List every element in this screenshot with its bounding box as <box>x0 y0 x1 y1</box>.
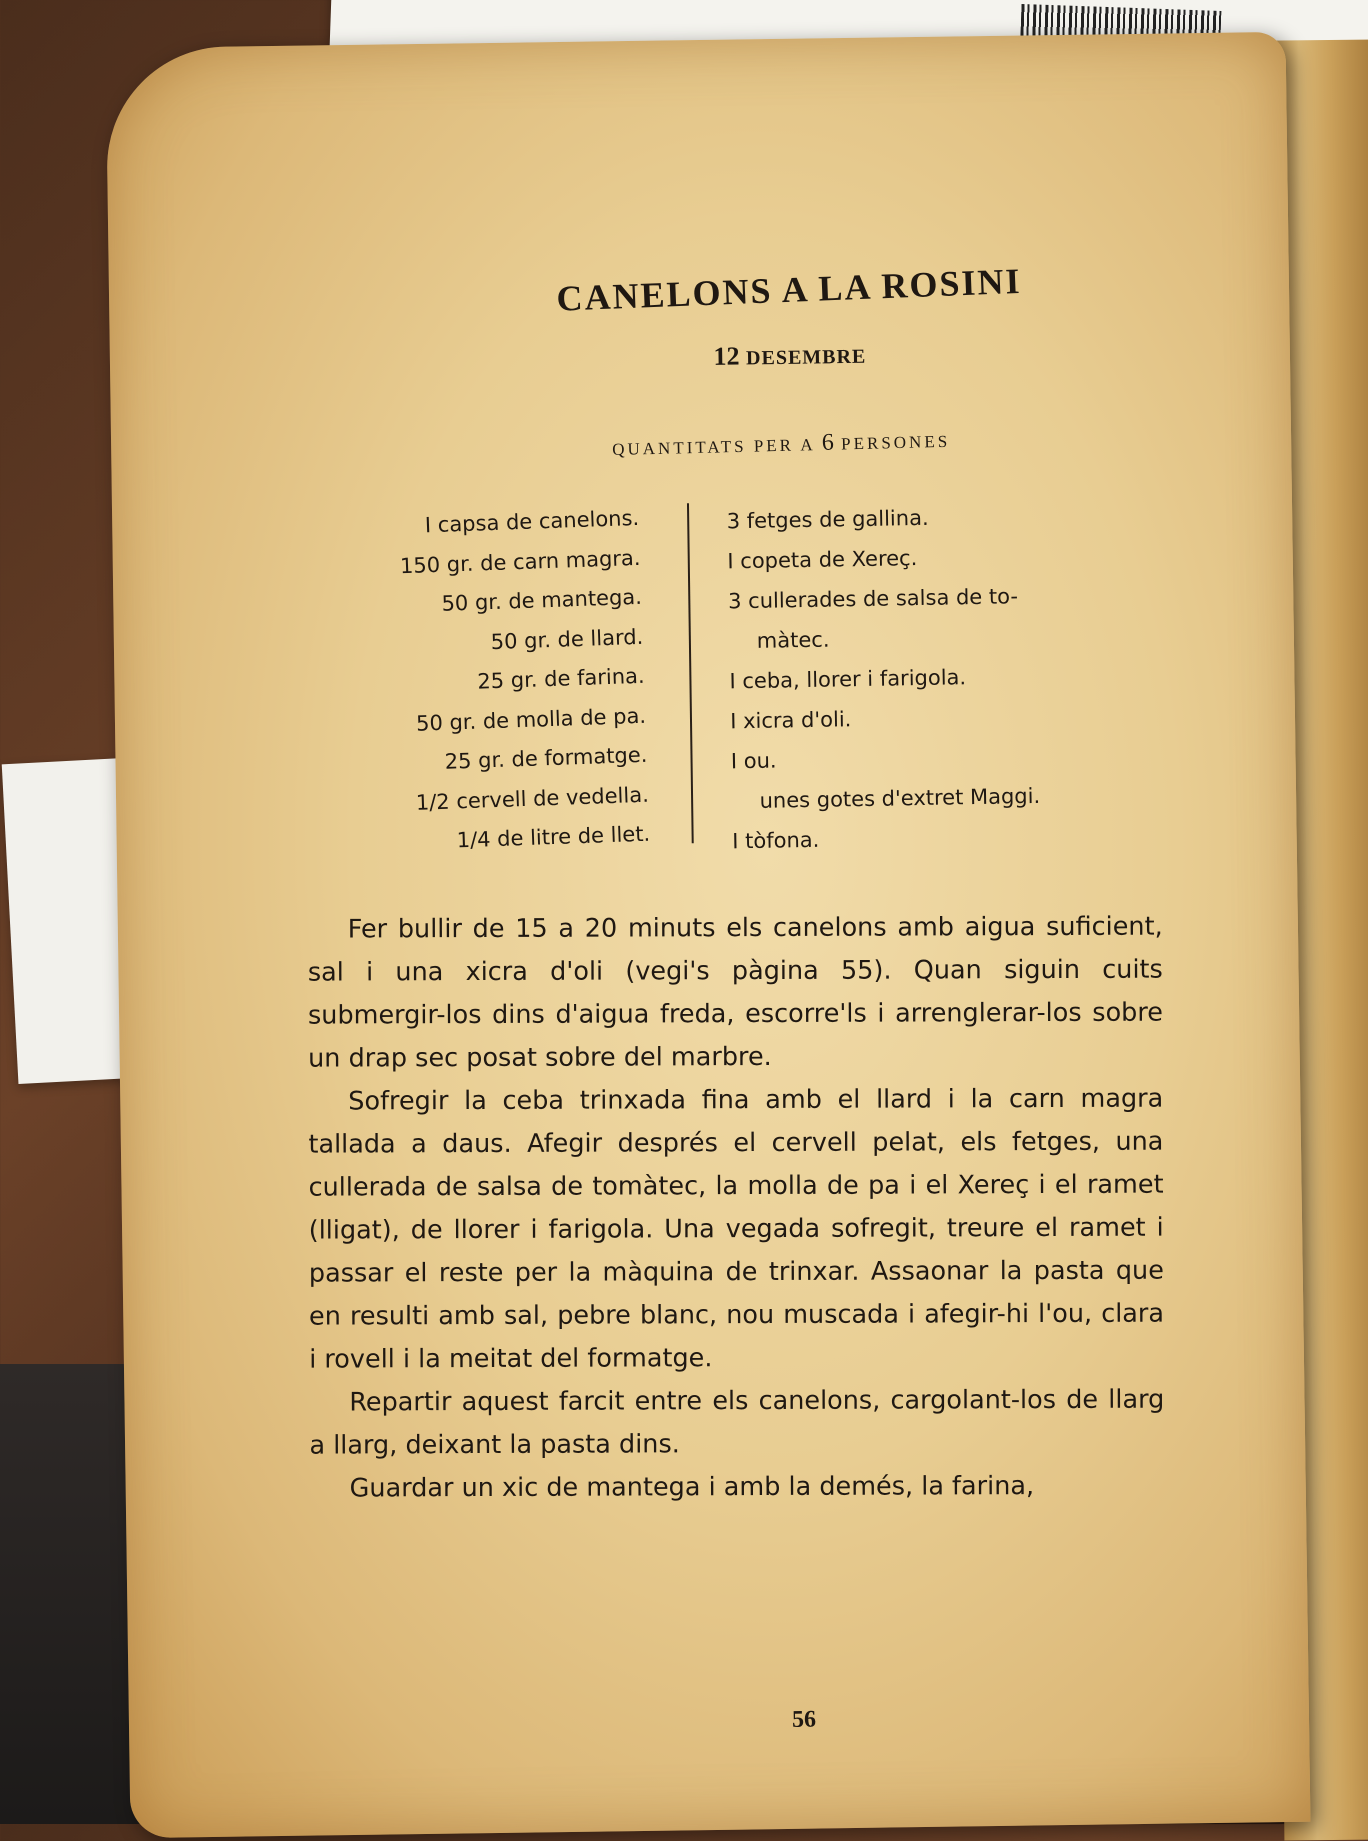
ingredients-list <box>302 493 1277 854</box>
ingredients-right-column <box>688 494 1152 854</box>
servings-prefix: QUANTITATS PER A <box>611 435 815 460</box>
ingredient-item: 50 gr. de molla de pa. <box>415 703 647 736</box>
date-day: 12 <box>713 341 740 371</box>
ingredient-item-continuation: màtec. <box>756 627 830 653</box>
recipe-title: CANELONS A LA ROSINI <box>555 260 1023 319</box>
ingredient-item: 3 cullerades de salsa de to- <box>727 584 1019 614</box>
ingredient-item: I tòfona. <box>732 827 820 854</box>
recipe-instructions <box>308 906 1165 1511</box>
ingredient-item: I capsa de canelons. <box>424 505 640 538</box>
page-number: 56 <box>791 1706 817 1733</box>
book-page <box>106 32 1311 1838</box>
ingredient-item: unes gotes d'extret Maggi. <box>759 783 1041 813</box>
ingredient-item: I copeta de Xereç. <box>727 546 918 574</box>
servings-number: 6 <box>821 429 835 456</box>
ingredient-item: I ou. <box>730 748 777 774</box>
ingredient-item: I xicra d'oli. <box>730 707 852 734</box>
ingredient-item: 25 gr. de farina. <box>476 663 646 694</box>
instruction-paragraph: Guardar un xic de mantega i amb la demés, la farina, <box>349 1471 1035 1504</box>
servings-line <box>431 422 1131 466</box>
ingredient-item: 1/2 cervell de vedella. <box>415 782 650 815</box>
page-content <box>299 260 1286 1733</box>
ingredient-item: 50 gr. de mantega. <box>441 584 643 616</box>
ingredient-item: 1/4 de litre de llet. <box>456 821 651 853</box>
ingredient-item: 3 fetges de gallina. <box>726 505 929 534</box>
ingredient-item: 150 gr. de carn magra. <box>399 545 641 578</box>
ingredient-item: 50 gr. de llard. <box>490 624 644 654</box>
ingredient-item: 25 gr. de formatge. <box>444 742 648 774</box>
servings-suffix: PERSONES <box>840 431 951 454</box>
instruction-paragraph: Repartir aquest farcit entre els canelons, cargolant-los de llarg a llarg, deixant la pasta dins. <box>309 1384 1165 1461</box>
ingredients-left-column <box>299 497 695 853</box>
instruction-paragraph: Fer bullir de 15 a 20 minuts els canelons amb aigua suficient, sal i una xicra d'oli (vegi's pàgina 55). Quan siguin cuits submergir-los dins d'aigua freda, escorre'ls i arrenglerar-los sobre un drap sec posat sobre del marbre. <box>307 911 1164 1074</box>
date-month: DESEMBRE <box>745 345 867 370</box>
recipe-date <box>440 336 1140 376</box>
ingredient-item: I ceba, llorer i farigola. <box>729 665 967 694</box>
instruction-paragraph: Sofregir la ceba trinxada fina amb el llard i la carn magra tallada a daus. Afegir després el cervell pelat, els fetges, una cullerada de salsa de tomàtec, la molla de pa i el Xereç i el ramet (lligat), de llorer i farigola. Una vegada sofregit, treure el ramet i passar el reste per la màquina de trinxar. Assaonar la pasta que en resulti amb sal, pebre blanc, nou muscada i afegir-hi l'ou, clara i rovell i la meitat del formatge. <box>308 1083 1165 1375</box>
